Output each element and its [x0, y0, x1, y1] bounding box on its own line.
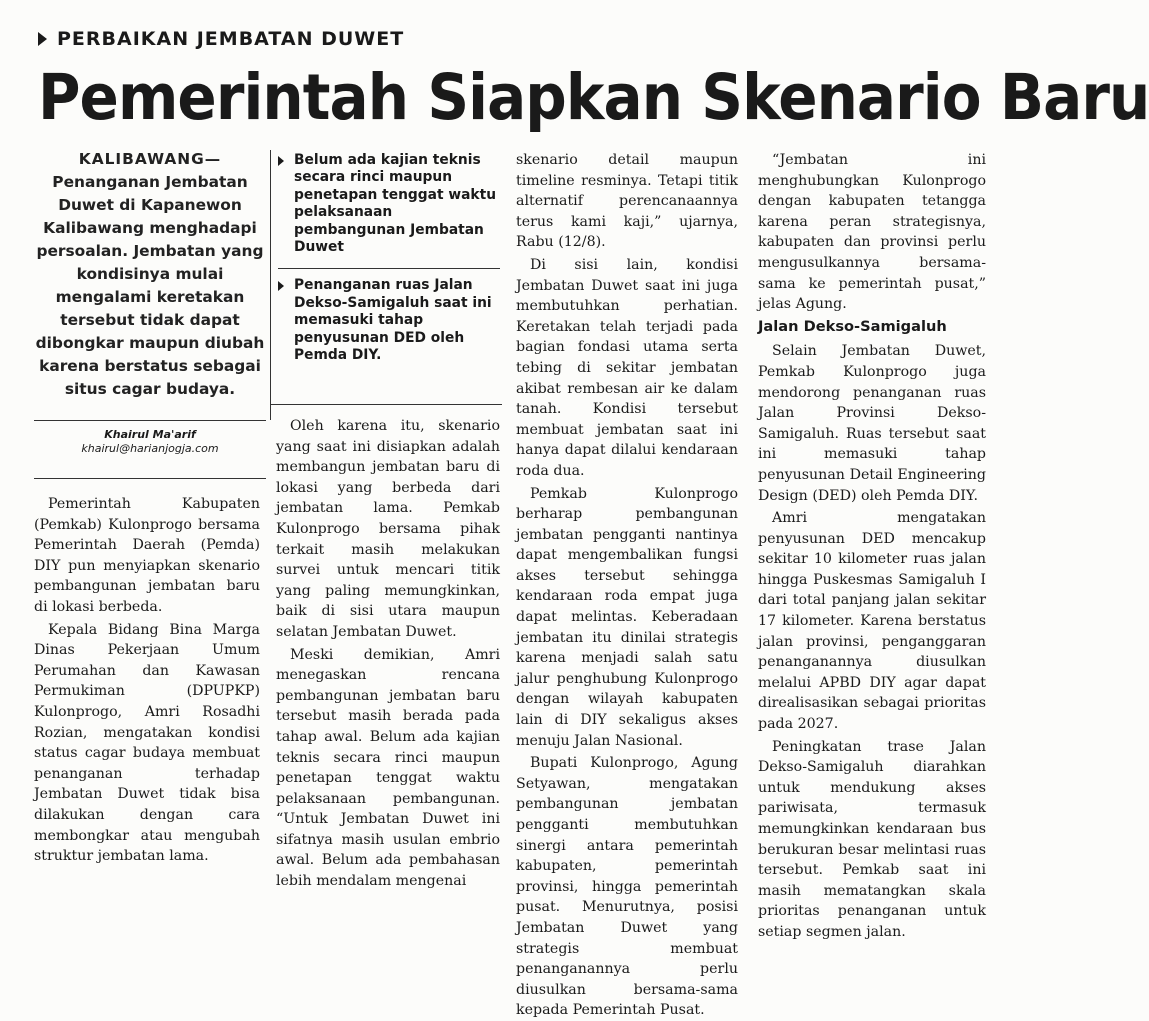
lead-paragraph: [34, 148, 266, 401]
author-byline: [34, 428, 266, 456]
triangle-bullet-icon: [278, 156, 284, 166]
body-paragraph: Peningkatan trase Jalan Dekso-Samigaluh diarahkan untuk mendukung akses pariwisata, termasuk memungkinkan kendaraan bus berukuran besar melintasi ruas tersebut. Pemkab saat ini masih mematangkan skala prioritas penanganan untuk setiap segmen jalan.: [758, 738, 986, 940]
column-1: [34, 494, 260, 867]
author-name: Khairul Ma'arif: [104, 428, 196, 441]
highlight-item: [278, 275, 500, 372]
author-rule-bottom: [34, 478, 266, 479]
triangle-bullet-icon: [278, 281, 284, 291]
highlight-divider: [278, 268, 500, 269]
author-rule: [34, 420, 266, 421]
highlight-text: Penanganan ruas Jalan Dekso-Samigaluh saat ini memasuki tahap penyusunan DED oleh Pemda DIY.: [294, 277, 492, 364]
section-kicker: [38, 28, 404, 50]
body-paragraph: Kepala Bidang Bina Marga Dinas Pekerjaan Umum Perumahan dan Kawasan Permukiman (DPUPKP) Kulonprogo, Amri Rosadhi Rozian, mengatakan kondisi status cagar budaya membuat penanganan terhadap Jembatan Duwet tidak bisa dilakukan dengan cara membongkar atau mengubah struktur jembatan lama.: [34, 621, 260, 865]
headline: Pemerintah Siapkan Skenario Baru: [38, 61, 1149, 134]
highlights-box: [278, 150, 500, 372]
body-paragraph: Di sisi lain, kondisi Jembatan Duwet saat ini juga membutuhkan perhatian. Keretakan telah terjadi pada bagian fondasi utama serta tebing di sekitar jembatan akibat rembesan air ke dalam tanah. Kondisi tersebut membuat jembatan saat ini hanya dapat dilalui kendaraan roda dua.: [516, 256, 738, 479]
body-paragraph: skenario detail maupun timeline resminya. Tetapi titik alternatif perencanaannya terus kami kaji,” ujarnya, Rabu (12/8).: [516, 152, 738, 251]
column-4: [758, 150, 986, 943]
body-paragraph: Amri mengatakan penyusunan DED mencakup sekitar 10 kilometer ruas jalan hingga Puskesmas Samigaluh I dari total panjang jalan sekitar 17 kilometer. Karena berstatus jalan provinsi, penganggaran penanganannya diusulkan melalui APBD DIY agar dapat direalisasikan sebagai prioritas pada 2027.: [758, 510, 986, 733]
body-paragraph: Oleh karena itu, skenario yang saat ini disiapkan adalah membangun jembatan baru di lokasi yang berbeda dari jembatan lama. Pemkab Kulonprogo bersama pihak terkait masih melakukan survei untuk mencari titik yang paling memungkinkan, baik di sisi utara maupun selatan Jembatan Duwet.: [276, 418, 500, 640]
body-paragraph: Meski demikian, Amri menegaskan rencana pembangunan jembatan baru tersebut masih berada pada tahap awal. Belum ada kajian teknis secara rinci maupun penetapan tenggat waktu pelaksanaan pembangunan. “Untuk Jembatan Duwet ini sifatnya masih usulan embrio awal. Belum ada pembahasan lebih mendalam mengenai: [276, 646, 500, 890]
highlight-box-rule: [270, 150, 271, 420]
body-paragraph: Bupati Kulonprogo, Agung Setyawan, mengatakan pembangunan jembatan pengganti membutuhkan sinergi antara pemerintah kabupaten, pemerintah provinsi, hingga pemerintah pusat. Menurutnya, posisi Jembatan Duwet yang strategis membuat penanganannya perlu diusulkan bersama-sama kepada Pemerintah Pusat.: [516, 755, 738, 1019]
column-2: [276, 416, 500, 892]
column-3: [516, 150, 738, 1021]
lead-text: Penanganan Jembatan Duwet di Kapanewon Kalibawang menghadapi persoalan. Jembatan yang kondisinya mulai mengalami keretakan tersebut tidak dapat dibongkar maupun diubah karena berstatus sebagai situs cagar budaya.: [35, 173, 265, 398]
highlight-text: Belum ada kajian teknis secara rinci maupun penetapan tenggat waktu pelaksanaan pembangunan Jembatan Duwet: [294, 152, 497, 256]
kicker-text: PERBAIKAN JEMBATAN DUWET: [57, 28, 405, 50]
body-paragraph: Pemkab Kulonprogo berharap pembangunan jembatan pengganti nantinya dapat mengembalikan fungsi akses tersebut sehingga kendaraan roda empat juga dapat melintas. Keberadaan jembatan itu dinilai strategis karena menjadi salah satu jalur penghubung Kulonprogo dengan wilayah kabupaten lain di DIY sekaligus akses menuju Jalan Nasional.: [516, 485, 738, 749]
body-paragraph: Pemerintah Kabupaten (Pemkab) Kulonprogo bersama Pemerintah Daerah (Pemda) DIY pun menyiapkan skenario pembangunan jembatan baru di lokasi berbeda.: [34, 496, 260, 615]
author-email: khairul@harianjogja.com: [81, 442, 219, 455]
subheading: Jalan Dekso-Samigaluh: [758, 317, 947, 335]
highlight-box-bottom-rule: [270, 404, 502, 405]
highlight-item: [278, 150, 500, 264]
body-paragraph: “Jembatan ini menghubungkan Kulonprogo dengan kabupaten tetangga karena peran strategisnya, kabupaten dan provinsi perlu mengusulkannya bersama-sama ke pemerintah pusat,” jelas Agung.: [758, 152, 986, 313]
dateline: KALIBAWANG—: [78, 150, 222, 168]
triangle-bullet-icon: [38, 32, 47, 46]
body-paragraph: Selain Jembatan Duwet, Pemkab Kulonprogo juga mendorong penanganan ruas Jalan Provinsi Dekso-Samigaluh. Ruas tersebut saat ini memasuki tahap penyusunan Detail Engineering Design (DED) oleh Pemda DIY.: [758, 343, 986, 504]
